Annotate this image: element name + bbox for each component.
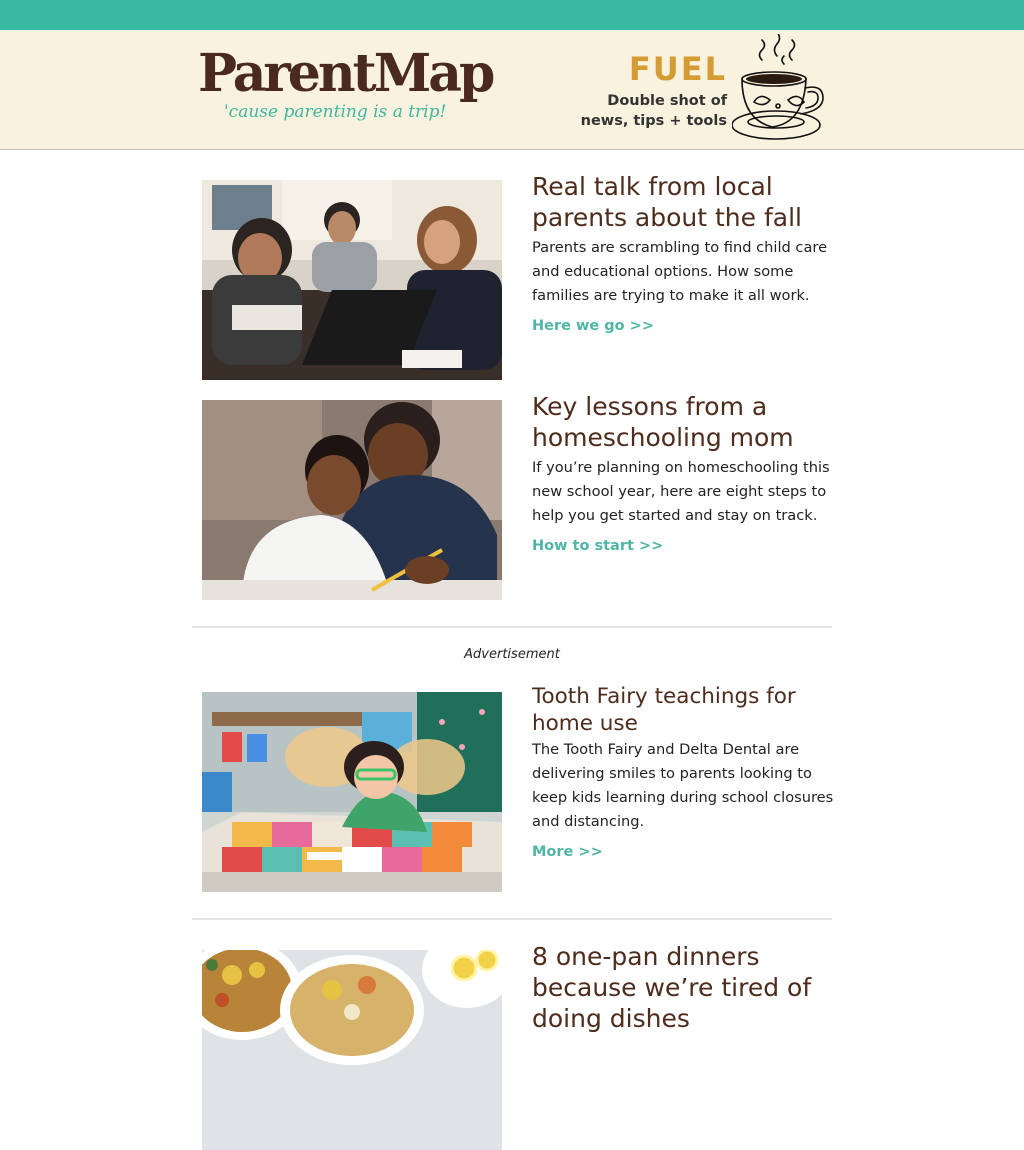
article-link-how-to-start[interactable]: How to start >> [532, 538, 664, 554]
section-divider [192, 918, 832, 920]
top-accent-bar [0, 0, 1024, 30]
article-text-2 [532, 392, 834, 554]
article-description: If you’re planning on homeschooling this new school year, here are eight steps to help you get started and stay on track. [532, 459, 830, 524]
ad-link-more[interactable]: More >> [532, 844, 603, 860]
advertisement-label: Advertisement [464, 647, 560, 662]
article-image-family-laptop[interactable] [202, 180, 502, 380]
article-image-one-pan-dinners[interactable] [202, 950, 502, 1150]
article-title[interactable]: 8 one-pan dinners because we’re tired of doing dishes [532, 942, 812, 1033]
fuel-subtitle [527, 91, 727, 131]
coffee-cup-icon [732, 34, 832, 146]
article-text-1 [532, 172, 834, 334]
ad-title[interactable]: Tooth Fairy teachings for home use [532, 684, 796, 736]
article-link-here-we-go[interactable]: Here we go >> [532, 318, 654, 334]
article-description: Parents are scrambling to find child care and educational options. How some families are trying to make it all work. [532, 239, 828, 304]
article-title[interactable]: Key lessons from a homeschooling mom [532, 392, 794, 452]
ad-image-tooth-fairy[interactable] [202, 692, 502, 892]
fuel-subtitle-line1: Double shot of [607, 93, 727, 109]
article-title[interactable]: Real talk from local parents about the fall [532, 172, 802, 232]
article-image-homeschool[interactable] [202, 400, 502, 600]
brand-tagline: 'cause parenting is a trip! [224, 102, 447, 122]
fuel-title: FUEL [628, 50, 727, 88]
fuel-subtitle-line2: news, tips + tools [580, 113, 727, 129]
ad-text [532, 684, 834, 860]
newsletter-header [0, 30, 1024, 150]
parentmap-logo[interactable]: ParentMap [198, 43, 493, 104]
ad-description: The Tooth Fairy and Delta Dental are delivering smiles to parents looking to keep kids learning during school closures and distancing. [532, 741, 834, 830]
section-divider [192, 626, 832, 628]
article-text-4 [532, 942, 834, 1034]
